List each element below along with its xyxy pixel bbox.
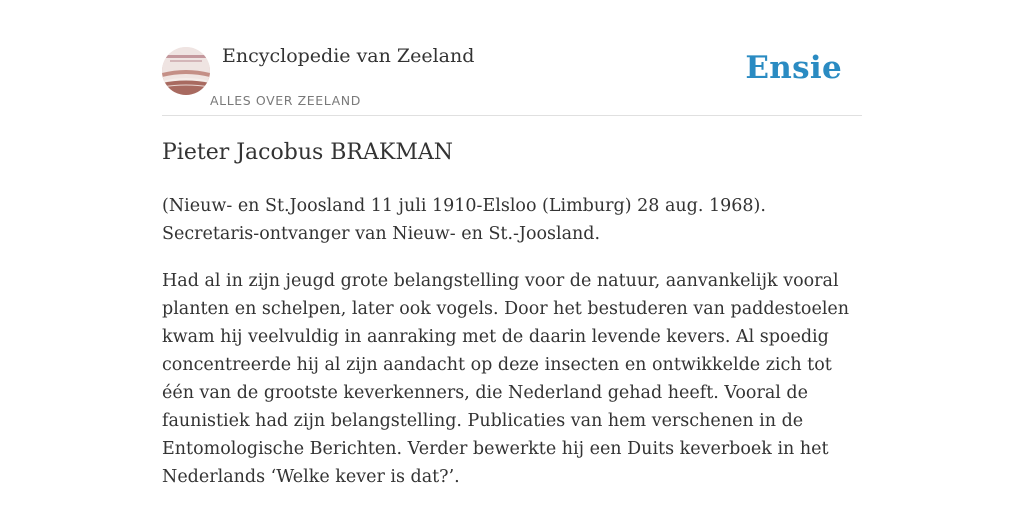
article-paragraph-2: Had al in zijn jeugd grote belangstelling voor de natuur, aanvankelijk vooral planten en schelpen, later ook vogels. Door het bestuderen van paddestoelen kwam hij veelvuldig in aanraking met de daarin levende kevers. Al spoedig concentreerde hij al zijn aandacht op deze insecten en ontwikkelde zich tot één van de grootste keverkenners, die Nederland gehad heeft. Vooral de faunistiek had zijn belangstelling. Publicaties van hem verschenen in de Entomologische Berichten. Verder bewerkte hij een Duits keverboek in het Nederlands ‘Welke kever is dat?’. [162,271,850,487]
page [162,0,862,512]
site-avatar[interactable] [162,47,210,95]
site-header [162,0,862,116]
site-subtitle: ALLES OVER ZEELAND [210,93,361,108]
book-photo-icon [162,47,210,95]
brand-logo[interactable]: Ensie [745,50,842,86]
article-title: Pieter Jacobus BRAKMAN [162,140,453,165]
article-paragraph-1: (Nieuw- en St.Joosland 11 juli 1910-Elsloo (Limburg) 28 aug. 1968). Secretaris-ontvanger van Nieuw- en St.-Joosland. [162,196,766,244]
site-title[interactable]: Encyclopedie van Zeeland [222,45,475,67]
